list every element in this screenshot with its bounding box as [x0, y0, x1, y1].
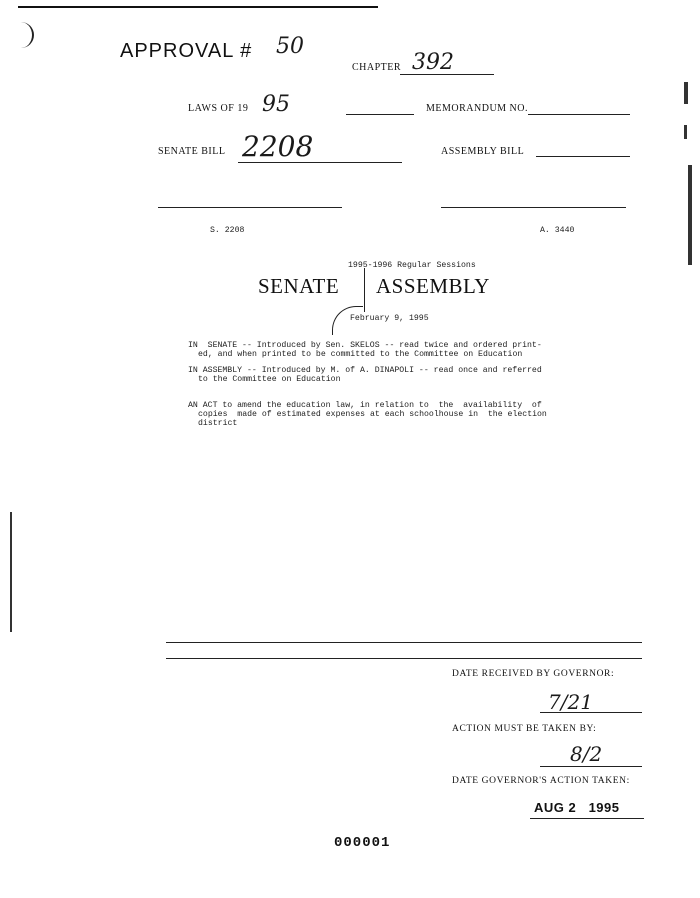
assembly-bill-label: ASSEMBLY BILL [441, 146, 525, 157]
corner-mark [18, 22, 34, 48]
heading-assembly: ASSEMBLY [376, 274, 490, 298]
senate-bill-line [238, 162, 402, 163]
memorandum-line [528, 114, 630, 115]
memorandum-label: MEMORANDUM NO. [426, 103, 529, 114]
scan-mark [684, 82, 688, 104]
assembly-intro-line-2: to the Committee on Education [198, 375, 341, 384]
laws-label: LAWS OF 19 [188, 103, 249, 114]
bill-date: February 9, 1995 [350, 314, 429, 323]
scan-mark [688, 165, 692, 265]
action-taken-stamp: AUG 2 1995 [534, 800, 620, 815]
chapter-number: 392 [412, 50, 454, 75]
senate-bill-number: 2208 [242, 130, 314, 163]
senate-intro-line-2: ed, and when printed to be committed to the Committee on Education [198, 350, 523, 359]
footer-rule-2 [166, 658, 642, 659]
laws-year: 95 [262, 92, 290, 117]
act-line-3: district [198, 419, 238, 428]
action-taken-line [530, 818, 644, 819]
action-taken-label: DATE GOVERNOR'S ACTION TAKEN: [452, 776, 630, 786]
act-line-1: AN ACT to amend the education law, in relation to the availability of [188, 401, 542, 410]
approval-label: APPROVAL # [120, 40, 253, 62]
action-by-line [540, 766, 642, 767]
scan-mark [684, 125, 687, 139]
action-by-value: 8/2 [570, 742, 603, 766]
senate-signature-line [158, 207, 342, 208]
top-rule [18, 6, 378, 8]
assembly-intro-line-1: IN ASSEMBLY -- Introduced by M. of A. DINAPOLI -- read once and referred [188, 366, 542, 375]
laws-line [346, 114, 414, 115]
chapter-line [400, 74, 494, 75]
footer-rule-1 [166, 642, 642, 643]
senate-intro-line-1: IN SENATE -- Introduced by Sen. SKELOS -- read twice and ordered print- [188, 341, 542, 350]
session-text: 1995-1996 Regular Sessions [348, 261, 476, 270]
scan-mark [10, 512, 12, 632]
approval-number: 50 [276, 34, 304, 59]
page-number: 000001 [334, 835, 391, 851]
senate-number: S. 2208 [210, 226, 245, 235]
chapter-label: CHAPTER [352, 62, 402, 73]
heading-senate: SENATE [258, 274, 340, 298]
date-received-line [540, 712, 642, 713]
assembly-signature-line [441, 207, 626, 208]
date-received-value: 7/21 [548, 690, 593, 714]
assembly-number: A. 3440 [540, 226, 575, 235]
senate-bill-label: SENATE BILL [158, 146, 226, 157]
action-by-label: ACTION MUST BE TAKEN BY: [452, 724, 597, 734]
heading-divider [364, 268, 365, 312]
assembly-bill-line [536, 156, 630, 157]
date-received-label: DATE RECEIVED BY GOVERNOR: [452, 669, 615, 679]
act-line-2: copies made of estimated expenses at each schoolhouse in the election [198, 410, 547, 419]
